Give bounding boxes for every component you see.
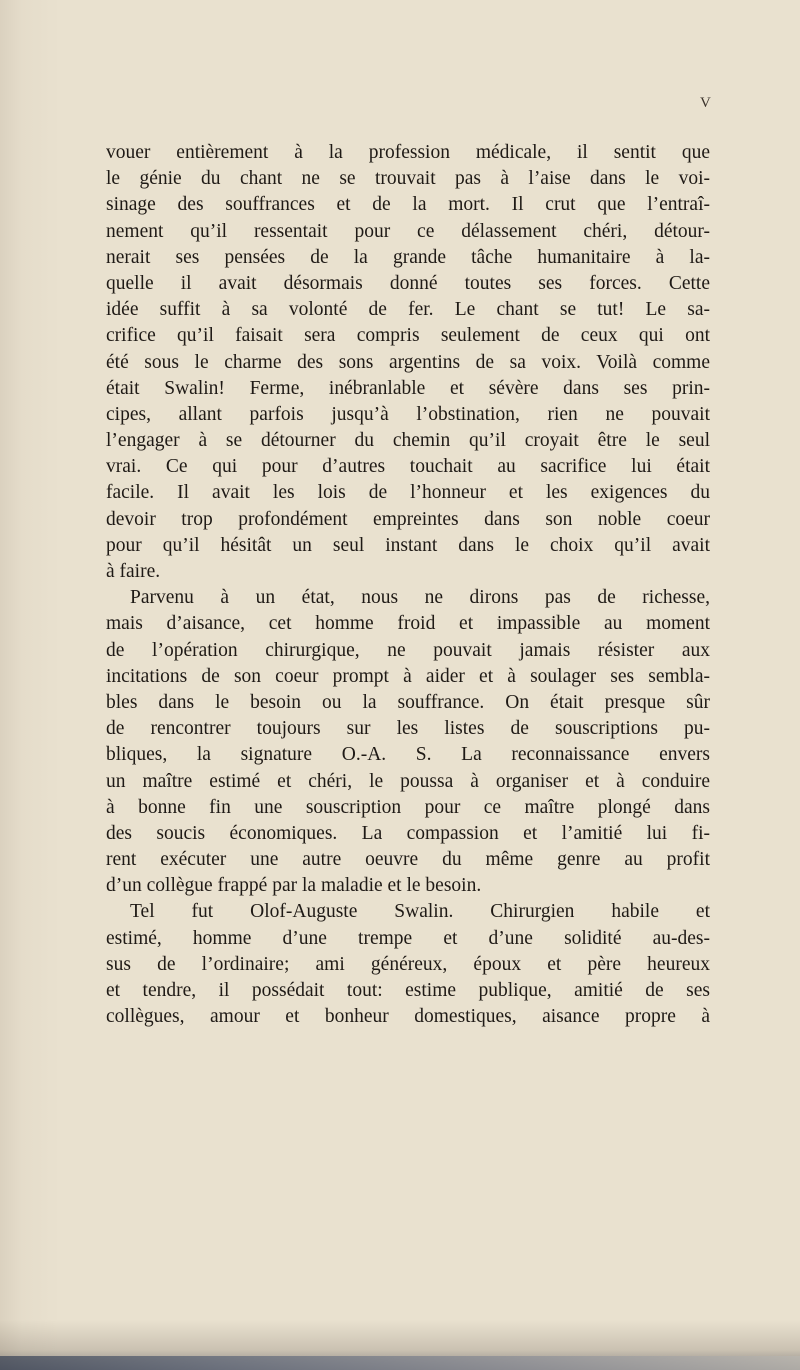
scan-edge-shadow (0, 1356, 800, 1370)
text-line: et tendre, il possédait tout: estime publique, amitié de ses (106, 980, 710, 1001)
text-line: sinage des souffrances et de la mort. Il crut que l’entraî- (106, 194, 710, 216)
text-line: rent exécuter une autre oeuvre du même genre au profit (106, 849, 710, 871)
text-line: vouer entièrement à la profession médicale, il sentit que (106, 142, 710, 163)
text-line: collègues, amour et bonheur domestiques, aisance propre à (106, 1006, 710, 1028)
text-line: de rencontrer toujours sur les listes de souscriptions pu- (106, 718, 710, 740)
paragraph-start-line: Tel fut Olof-Auguste Swalin. Chirurgien habile et (130, 901, 710, 923)
text-line: sus de l’ordinaire; ami généreux, époux et père heureux (106, 953, 710, 975)
text-line: incitations de son coeur prompt à aider et à soulager ses sembla- (106, 665, 710, 687)
paragraph-end-line: à faire. (106, 561, 161, 582)
text-line: quelle il avait désormais donné toutes ses forces. Cette (106, 272, 710, 294)
text-line: mais d’aisance, cet homme froid et impassible au moment (106, 613, 710, 635)
text-line: facile. Il avait les lois de l’honneur et les exigences du (106, 482, 710, 504)
text-line: bles dans le besoin ou la souffrance. On était presque sûr (106, 691, 710, 713)
text-line: estimé, homme d’une trempe et d’une solidité au-des- (106, 927, 710, 949)
text-line: idée suffit à sa volonté de fer. Le chant se tut! Le sa- (106, 299, 710, 321)
text-line: un maître estimé et chéri, le poussa à organiser et à conduire (106, 770, 710, 792)
text-line: bliques, la signature O.-A. S. La reconnaissance envers (106, 744, 710, 766)
text-line: de l’opération chirurgique, ne pouvait jamais résister aux (106, 639, 710, 661)
text-line: crifice qu’il faisait sera compris seulement de ceux qui ont (106, 325, 710, 347)
text-line: cipes, allant parfois jusqu’à l’obstination, rien ne pouvait (106, 403, 710, 425)
text-line: nement qu’il ressentait pour ce délassement chéri, détour- (106, 220, 710, 242)
text-line: nerait ses pensées de la grande tâche humanitaire à la- (106, 246, 710, 268)
text-line: le génie du chant ne se trouvait pas à l’aise dans le voi- (106, 168, 710, 190)
text-line: à bonne fin une souscription pour ce maître plongé dans (106, 796, 710, 818)
text-line: pour qu’il hésitât un seul instant dans le choix qu’il avait (106, 534, 710, 556)
text-line: été sous le charme des sons argentins de sa voix. Voilà comme (106, 351, 710, 373)
text-line: était Swalin! Ferme, inébranlable et sévère dans ses prin- (106, 377, 710, 399)
text-line: des soucis économiques. La compassion et l’amitié lui fi- (106, 822, 710, 844)
text-line: l’engager à se détourner du chemin qu’il croyait être le seul (106, 430, 710, 452)
page-number: V (700, 95, 712, 111)
paragraph-end-line: d’un collègue frappé par la maladie et le besoin. (106, 875, 482, 897)
paragraph-start-line: Parvenu à un état, nous ne dirons pas de richesse, (130, 587, 710, 609)
text-line: devoir trop profondément empreintes dans son noble coeur (106, 508, 710, 530)
text-line: vrai. Ce qui pour d’autres touchait au sacrifice lui était (106, 456, 710, 478)
body-text (106, 140, 710, 1030)
